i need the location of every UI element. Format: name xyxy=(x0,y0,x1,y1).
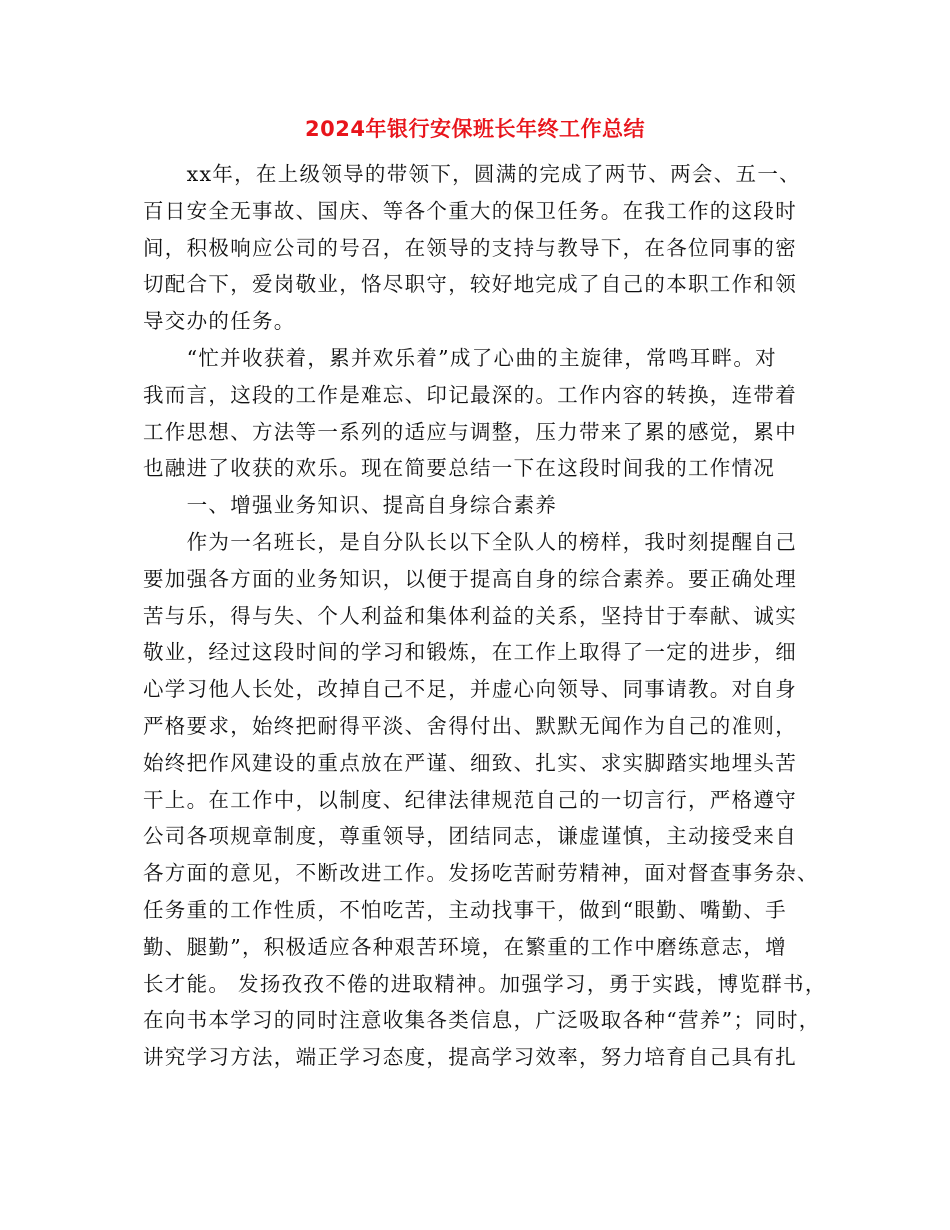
text-line: 作为一名班长，是自分队长以下全队人的榜样，我时刻提醒自己 xyxy=(143,529,797,554)
text-line: 切配合下，爱岗敬业，恪尽职守，较好地完成了自己的本职工作和领 xyxy=(143,272,797,297)
text-line: 心学习他人长处，改掉自己不足，并虚心向领导、同事请教。对自身 xyxy=(143,677,797,702)
text-line: 导交办的任务。 xyxy=(143,309,296,334)
text-line: 讲究学习方法，端正学习态度，提高学习效率，努力培育自己具有扎 xyxy=(143,1045,797,1070)
text-line: 任务重的工作性质，不怕吃苦，主动找事干，做到“眼勤、嘴勤、手 xyxy=(143,897,787,922)
text-line: 百日安全无事故、国庆、等各个重大的保卫任务。在我工作的这段时 xyxy=(143,198,797,223)
text-line: 间，积极响应公司的号召，在领导的支持与教导下，在各位同事的密 xyxy=(143,235,797,260)
text-line: xx年，在上级领导的带领下，圆满的完成了两节、两会、五一、 xyxy=(143,162,801,186)
text-line: 要加强各方面的业务知识，以便于提高自身的综合素养。要正确处理 xyxy=(143,566,797,591)
text-line: 干上。在工作中，以制度、纪律法律规范自己的一切言行，严格遵守 xyxy=(143,787,797,812)
text-line: 也融进了收获的欢乐。现在简要总结一下在这段时间我的工作情况 xyxy=(143,456,776,481)
text-line: 公司各项规章制度，尊重领导，团结同志，谦虚谨慎，主动接受来自 xyxy=(143,824,797,849)
document-title: 2024年银行安保班长年终工作总结 xyxy=(305,117,645,141)
text-line: 苦与乐，得与失、个人利益和集体利益的关系，坚持甘于奉献、诚实 xyxy=(143,603,797,628)
text-line: 敬业，经过这段时间的学习和锻炼，在工作上取得了一定的进步，细 xyxy=(143,640,797,665)
text-line: 严格要求，始终把耐得平淡、舍得付出、默默无闻作为自己的准则， xyxy=(143,713,797,738)
text-line: “忙并收获着，累并欢乐着”成了心曲的主旋律，常鸣耳畔。对 xyxy=(143,345,777,370)
text-line: 一、增强业务知识、提高自身综合素养 xyxy=(143,493,558,518)
text-line: 长才能。 发扬孜孜不倦的进取精神。加强学习，勇于实践，博览群书， xyxy=(143,971,827,996)
text-line: 工作思想、方法等一系列的适应与调整，压力带来了累的感觉，累中 xyxy=(143,419,797,444)
text-line: 各方面的意见，不断改进工作。发扬吃苦耐劳精神，面对督查事务杂、 xyxy=(143,861,819,886)
text-line: 我而言，这段的工作是难忘、印记最深的。工作内容的转换，连带着 xyxy=(143,382,797,407)
document-body xyxy=(143,156,827,1076)
text-line: 始终把作风建设的重点放在严谨、细致、扎实、求实脚踏实地埋头苦 xyxy=(143,750,797,775)
text-line: 勤、腿勤”，积极适应各种艰苦环境，在繁重的工作中磨练意志，增 xyxy=(143,934,787,959)
text-line: 在向书本学习的同时注意收集各类信息，广泛吸取各种“营养”；同时， xyxy=(143,1008,821,1033)
